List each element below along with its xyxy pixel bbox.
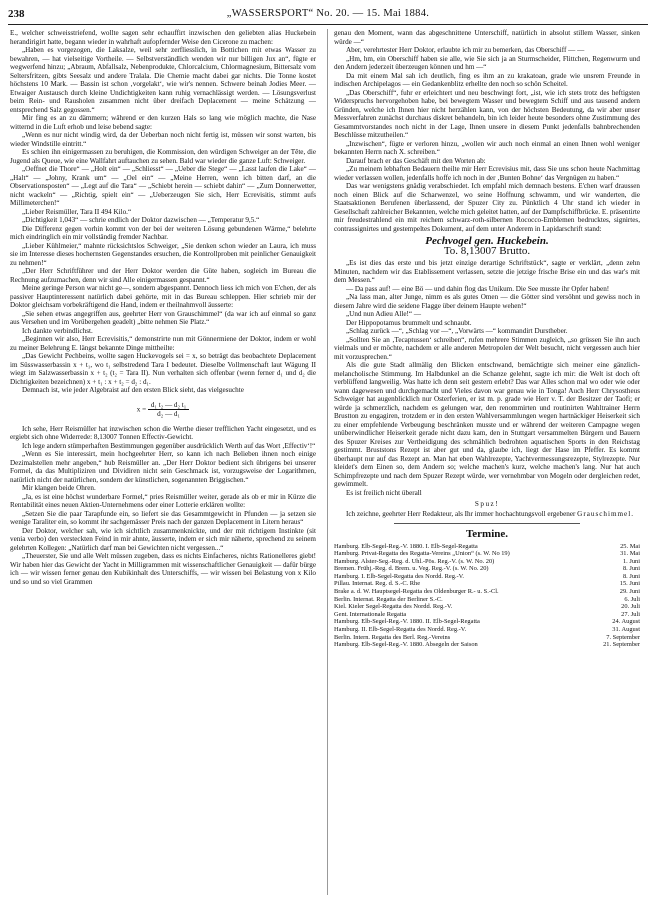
paragraph: „Es ist dies das erste und bis jetzt einzige derartige Schriftstück“, sagte er verklärt, „denn zehn Minuten, nachdem wir das Etablissement verlassen, setzte die jetzige frische Brise ein und das war's mit dem Messen.“ bbox=[334, 259, 640, 284]
termine-row bbox=[334, 618, 640, 626]
termine-event: Hamburg. II. Elb-Segel-Regatta des Nordd. Reg.-V. bbox=[334, 626, 467, 634]
right-column bbox=[334, 29, 640, 895]
column-divider bbox=[327, 29, 328, 895]
termine-event: Hamburg. Elb-Segel-Reg.-V. 1880. I. Elb-Segel-Regatta bbox=[334, 542, 478, 550]
termine-date: 20. Juli bbox=[621, 603, 640, 611]
paragraph: „Lieber Kühlmeier,“ mahnte rücksichtslos Schweiger, „Sie denken schon wieder an Laura, ich muss sie im Interesse dieses hochernsten Gegenstandes ersuchen, die Kontrollproben mit peinlicher Genauigkeit zu nehmen!“ bbox=[10, 241, 316, 267]
paragraph: „Beginnen wir also, Herr Ecrevisitis,“ demonstrirte nun mit Gönnermiene der Doktor, indem er wohl zu meiner Belehrung E. längst bekannte Dinge mittheilte: bbox=[10, 335, 316, 352]
certificate-tonnage: To. 8,13007 Brutto. bbox=[443, 244, 531, 257]
termine-row bbox=[334, 558, 640, 566]
termine-date: 29. Juni bbox=[619, 588, 640, 596]
termine-row bbox=[334, 611, 640, 619]
paragraph: „Dichtigkeit 1,043“ — schrie endlich der Doktor dazwischen — „Temperatur 9,5.“ bbox=[22, 216, 260, 224]
paragraph: Das war wenigstens gnädig verabschiedet. Ich empfahl mich demnach bestens. E'chen warf draussen noch einen Blick auf die Scharwenzel, wo seine Hoffnung schwamm, und wir wanderten, die Staatsaktionen Berufenen überlassend, der Spuzer City zu. Pünktlich 4 Uhr stand ich wieder in Gesellschaft zahlreicher Bekannten, welche mich geleitet hatten, auf der Dampfschiffbrücke. E. präsentirte mir freudestrahlend ein mit reichem schwarz-roth-silbernen Rococco-Emblemen bedrucktes, signirtes, contrassignirtes und gestempeltes Dokument, auf dem unter Anderem in Lapidarschrift stand: bbox=[334, 182, 640, 233]
paragraph: Der Hippopotamus brummelt und schnaubt. bbox=[346, 318, 472, 327]
closing-text: Ich zeichne, geehrter Herr Redakteur, als Ihr immer hochachtungsvoll ergebener bbox=[346, 509, 576, 518]
paragraph: „Das Gewicht Pechbeins, wollte sagen Huckevogels sei = x, so beträgt das beobachtete Deplacement im Süsswasserbassin x + t₁, wo t₁ selbstredend Tara I bedeutet. Dieselbe Vollmenschaft laut Wägung II wiegt im Salzwasserbassin x + t₂ (t₂ = Tara II). Nun verhalten sich offenbar (wenn ferner d₁ und d₂ die Dichtigkeiten bezeichnen) x + t₁ : x + t₂ = d₂ : d₁. bbox=[10, 352, 316, 386]
left-column bbox=[10, 29, 316, 895]
termine-event: Berlin. Internat. Regatta der Berliner S.-C. bbox=[334, 595, 443, 603]
termine-row bbox=[334, 603, 640, 611]
termine-event: Hamburg. Alster-Seg.-Reg. d. Uhl.-Pös. Reg.-V. (s. W. No. 20) bbox=[334, 557, 495, 565]
paragraph: E., welcher schweisstriefend, wollte sagen sehr echauffirt inzwischen den geliebten alias Huckebein herandirigirt hatte, begann wieder in wahrhaft aufopfernder Weise den Cicerone zu machen: bbox=[10, 29, 316, 46]
paragraph: — Da pass auf! — eine Bö — und dahin flog das Unikum. Die See musste ihr Opfer haben! bbox=[346, 284, 610, 293]
termine-date: 15. Juni bbox=[619, 580, 640, 588]
termine-row bbox=[334, 634, 640, 642]
paragraph: Darauf brach er das Geschäft mit den Worten ab: bbox=[346, 156, 486, 165]
paragraph: „Inzwischen“, fügte er verloren hinzu, „wollen wir auch noch einmal an einen Ihnen wohl weniger bekannten Herrn nach X. schreiben.“ bbox=[334, 139, 640, 156]
paragraph: „Hm, hm, ein Oberschiff haben sie alle, wie Sie sich ja an Sturmscheider, Flittchen, Regenwurm und den Andern jederzeit überzeugen können und hm —“ bbox=[334, 54, 640, 71]
termine-event: Hamburg. Elb-Segel-Reg.-V. 1880. II. Elb-Segel-Regatta bbox=[334, 618, 480, 626]
paragraph: „Na lass man, alter Junge, nimm es als gutes Omen — die Götter sind versöhnt und gewiss noch in diesem Jahre wird die seidene Flagge über deinem Haupte wehen!“ bbox=[334, 293, 640, 310]
formula bbox=[10, 401, 316, 419]
termine-event: Hamburg. Elb-Segel-Reg.-V. 1880. Absegeln der Saison bbox=[334, 641, 478, 649]
paragraph: Mir klangen beide Ohren. bbox=[22, 484, 96, 492]
termine-date: 27. Juli bbox=[621, 610, 640, 618]
paragraph: „Theuerster, Sie und alle Welt müssen zugeben, dass es nichts Einfacheres, nichts Rationelleres giebt! Wir haben hier das Gewicht der Yacht in Milligrammen mit wissenschaftlicher Genauigkeit — dafür bürge ich — wir wissen ferner genau den Kubikinhalt des Unterschiffs, — wir wissen bei Belastung von x Kilo und so und so viel Grammen bbox=[10, 552, 316, 586]
page-number: 238 bbox=[8, 8, 25, 20]
paragraph: Meine geringe Person war nicht ge—, sondern abgespannt. Dennoch liess ich mich von E'chen, der als passiver Hauptinteressent natürlich dabei gehörte, mit in das Bureau schleppen. Hier schrieb mir der Doktor gleichsam vorbekräftigend die Hand, indem er theilnahmvoll äusserte: bbox=[10, 284, 316, 309]
running-title: „WASSERSPORT“ No. 20. — 15. Mai 1884. bbox=[226, 8, 430, 19]
paragraph: „Wenn es Sie interessirt, mein hochgeehrter Herr, so kann ich nach Belieben ihnen noch einige Dezimalstellen mehr angeben,“ hub Reismüller an. „Der Herr Doktor bedient sich übrigens bei unserer Formel, da das Multipliziren und Dividiren nicht sein Geschmack ist, vorzugsweise der Logarithmen, natürlich nicht der natürlichen, sondern der künstlichen, sogenannten Briggischen.“ bbox=[10, 450, 316, 484]
termine-row bbox=[334, 573, 640, 581]
paragraph: „Sollten Sie an ‚Tecaptussen‘ schreiben“, rufen mehrere Stimmen zugleich, „so grüssen Sie ihn auch vielmals und er möchte, nachdem er alle anderen Metropolen der Welt besucht, nicht vergessen auch hier mit vorzusprechen.“ bbox=[334, 335, 640, 361]
section-divider bbox=[394, 523, 580, 524]
termine-event: Berlin. Intern. Regatta des Berl. Reg.-Vereins bbox=[334, 633, 451, 641]
termine-title: Termine. bbox=[465, 528, 509, 540]
paragraph: „Schlag zurück —“, „Schlag vor —“, „Vorwärts —“ kommandirt Durstheber. bbox=[346, 327, 568, 335]
paragraph: „Haben es vorgezogen, die Laksalze, weil sehr zerfliesslich, in Bottichen mit etwas Wasser zu bewahren, — hat vielseitige Vortheile. — Selbstverständlich wenden wir nur billigen Jux an“, fügte er wegwerfend hinzu; „Abraum, Abfallsalz, Nebenprodukte, Chlorcalcium, Chlormagnesium, Bittersalz vom Seltersfritzen, gibts Seesalz und andere Tralala. Die Chemie macht dabei gar nichts. Die Tonne kostet höchstens 10 Mark. — Bassin ist schon ‚vorgelakt‘, wie wir's nennen. Schwere beinah Jodies Meer. — Etwaiger Austausch durch kleine Undichtigkeiten kann ruhig vernachlässigt werden. — Lösungsverlust beim Rein- und Rausholen zusammen nicht über dreifach Deplacement — meine Schätzung — entsprechend Salz gegossen.“ bbox=[10, 46, 316, 114]
termine-date: 8. Juni bbox=[622, 572, 640, 580]
paragraph: Aber, verehrtester Herr Doktor, erlaubte ich mir zu bemerken, das Oberschiff — — bbox=[346, 46, 585, 54]
sign-off: Spuz! bbox=[474, 500, 500, 508]
paragraph: „Setzen Sie die paar Tarapfunde ein, so liefert sie das Gesammtgewicht in Pfunden — ja setzen sie wenige Taraliter ein, so kommt ihr sachgemässer Preis nach der ganzen Deplacement in Litern heraus“ bbox=[10, 509, 316, 526]
formula-numerator: d₁ t₂ — d₂ t₁ bbox=[148, 401, 189, 411]
termine-event: Brake a. d. W. Hauptsegel-Regatta des Oldenburger R.- u. S.-Cl. bbox=[334, 588, 499, 596]
paragraph: Ich lege andern stümperhaften Bestimmungen gegenüber ausdrücklich Werth auf das Wort ‚Effectiv‘!“ bbox=[22, 441, 316, 450]
termine-row bbox=[334, 580, 640, 588]
paragraph: „Lieber Reismüller, Tara II 494 Kilo.“ bbox=[22, 207, 132, 216]
termine-row bbox=[334, 550, 640, 558]
paragraph: Ich dankte verbindlichst. bbox=[22, 326, 93, 335]
termine-row bbox=[334, 565, 640, 573]
page-header bbox=[8, 6, 648, 25]
termine-date: 31. August bbox=[612, 626, 640, 634]
paragraph: „Und nun Adieu Alle!“ — bbox=[346, 310, 421, 318]
certificate-name: Pechvogel gen. Huckebein. bbox=[425, 235, 549, 247]
paragraph: „Sie sehen etwas angegriffen aus, geehrter Herr von Grauschimmel“ (da war ich auf einmal so ganz aus Versehen und im Vorübergehen geadelt) „bitte nehmen Sie Platz.“ bbox=[10, 309, 316, 326]
termine-row bbox=[334, 543, 640, 551]
paragraph: Demnach ist, wie jeder Algebraist auf den ersten Blick sieht, das vielgesuchte bbox=[22, 386, 244, 394]
termine-event: Hamburg. I. Elb-Segel-Regatta des Nordd. Reg.-V. bbox=[334, 572, 465, 580]
paragraph: „Der Herr Schriftführer und der Herr Doktor werden die Güte haben, sogleich im Bureau die Rechnung aufzumachen, denn wir sind Alle einigermassen gespannt.“ bbox=[10, 267, 316, 284]
termine-row bbox=[334, 588, 640, 596]
termine-event: Pillau. Internat. Reg. d. S.-C. Rhe bbox=[334, 580, 421, 588]
termine-date: 6. Juli bbox=[624, 595, 640, 603]
termine-event: Hamburg. Privat-Regatta des Regatta-Vereins „Union“ (s. W. No 19) bbox=[334, 550, 510, 558]
termine-event: Kiel. Kieler Segel-Regatta des Nordd. Reg.-V. bbox=[334, 603, 453, 611]
termine-date: 7. September bbox=[606, 633, 640, 641]
termine-table bbox=[334, 543, 640, 649]
termine-event: Gent. Internationale Regatta bbox=[334, 610, 407, 618]
paragraph: Der Doktor, welcher sah, wie ich sichtlich zusammenknickte, und der mit richtigem Instinkte (sit venia verbo) den versteckten Feind in mir ahnte, äusserte, indem er sich mir näherte, sprechend zu seinem gelehrten Kollegen: „Natürlich darf man bei Gewichten nicht vergessen...“ bbox=[10, 526, 316, 552]
formula-denominator: d₂ — d₁ bbox=[157, 410, 180, 418]
termine-row bbox=[334, 641, 640, 649]
closing-line bbox=[334, 510, 640, 519]
paragraph: Da mit einem Mal sah ich deutlich, fing es ihm an zu krakatoan, grade wie unsrem Freunde in indischen Archipelagos — ein Gedankenblitz erhellte den noch so schön Scheitel. bbox=[334, 71, 640, 88]
termine-event: Bremen. Frühj.-Reg. d. Brem. u. Veg. Reg.-V. (s. W. No. 20) bbox=[334, 565, 489, 573]
paragraph: „Ja, es ist eine höchst wunderbare Formel,“ pries Reismüller weiter, gerade als ob er mir in Kürze die Rentabilität eines neuen Aktien-Unternehmens oder einer Lotterie erklären wollte: bbox=[10, 492, 316, 509]
paragraph: Es schien ihn einigermassen zu beruhigen, die Kommission, den würdigen Schweiger an der Tête, die Jugend als Queue, wie eine Wallfahrt auftauchen zu sehen. Bald war wieder die ganze Luft: Schweiger. bbox=[10, 148, 316, 165]
termine-date: 31. Mai bbox=[620, 550, 640, 558]
paragraph: Es ist freilich nicht überall bbox=[346, 488, 422, 497]
paragraph: „Wenn es nur nicht windig wird, da der Ueberban noch nicht fertig ist, müssen wir sonst warten, bis wieder Windstille eintritt.“ bbox=[10, 131, 316, 148]
termine-row bbox=[334, 596, 640, 604]
termine-date: 25. Mai bbox=[620, 542, 640, 550]
termine-date: 8. Juni bbox=[622, 565, 640, 573]
paragraph: genau den Moment, wann das abgeschnittene Unterschiff, natürlich in absolut stillem Wasser, sinken würde —“ bbox=[334, 29, 640, 46]
formula-lhs: x = bbox=[136, 405, 147, 414]
signature: Grauschimmel. bbox=[577, 509, 634, 518]
termine-date: 21. September bbox=[603, 641, 640, 649]
termine-date: 24. August bbox=[612, 618, 640, 626]
paragraph: „Oeffnet die Thore“ — „Holt ein“ — „Schliesst“ — „Ueber die Stege“ — „Lasst laufen die Lake“ — „Halt“ — „Johny, Krank um“ — „Oel ein“ — „Meine Herren, wenn ich bitten darf, an die Observationsposten“ — „Legt auf die Tara“ — „Schiebt herein — schiebt dahin“ — „Zum Donnerwetter, nicht wackeln“ — „Richtig, spielt ein“ — „Ueberzeugen Sie sich, Herr Ecrevisitis, stimmt aufs Millimeterchen!“ bbox=[10, 165, 316, 207]
formula-fraction bbox=[148, 401, 189, 419]
paragraph: „Das Oberschiff“, fuhr er erleichtert und neu beschwingt fort, „ist, wie ich stets trotz des heftigsten Widerspruchs hervorgehoben habe, bei bewegtem Wasser und bewegtem Schiff und aus tausend andern Gründen, welche ich Ihnen hier nicht herzählen kann, von der höchsten Bedeutung, da wir aber unser Messverfahren zunächst durchaus diskret behandeln, bin ich leider heute besonders ohne Zustimmung des Gesammtvorstandes noch nicht in der Lage, Ihnen unsere in diesem Punkt jedenfalls bahnbrechenden Beschlüsse mitzutheilen.“ bbox=[334, 88, 640, 139]
termine-row bbox=[334, 626, 640, 634]
paragraph: Ich sehe, Herr Reismüller hat inzwischen schon die Werthe dieser trefflichen Yacht eingesetzt, und es ergiebt sich ohne Widerrede: 8,13007 Tonnen Effectiv-Gewicht. bbox=[10, 424, 316, 441]
termine-body bbox=[334, 543, 640, 649]
paragraph: Mir fing es an zu dämmern; während er den kurzen Hals so lang wie möglich machte, die Nase witternd in die Luft erhob und leise bebend sagte: bbox=[10, 114, 316, 131]
termine-date: 1. Juni bbox=[622, 557, 640, 565]
paragraph: Als die gute Stadt allmälig den Blicken entschwand, bemächtigte sich meiner eine gänzlich-melancholische Stimmung. Im Halbdunkel an die Schanze gelehnt, sagte ich mir: die Welt ist doch oft verblüffend langweilig. Was hatte ich denn seit gestern erlebt? Das war Alles schon mal wo oder wie oder wann dagewesen und durchgemacht und Vieles davon war genau wie in Tonga! Auch Herr Chrysostheus Schweiger hat augenblicklich nur Osterferien, er ist m. p. grade wie Herr v. T. der Besitzer der Taofi; er würde ja schmerzlich, nachdem es gelungen war, den renommirten und routinirten Wahltrainer Herrn Brustton zu engagiren, trotzdem er in den ersten Wahlversammlungen wegen hartnäckiger Heiserkeit sich zu einer empfehlende Verbeugung beschränken musste und er während der weiteren Campagne wegen unüberwindlicher Heiserkeit gerade nicht dazu kam, den in Stuttgart versammelten Bürgern und Bauern des Spuzer Kreises zur Vertheidigung des schmählich bedrohten aquatischen Sports in den Reichstag gestimmt. Bruststons Rezept ist aber gut und da, glaube ich, liegt der Hase im Pfeffer. Es kommt überhaupt nur auf das Rezept an. Man hat eben Wahlrezepte, Yachtvermessungsrezepte, Stylrezepte. Nur kleidet's dem Einen so, dem Andern so; welche machen's kurz, welche machen's lang. Nur hat auch Schimpfrezepte und nach dem Spuzer Rezept würde, wer vernehmbar von Mogeln oder dergleichen redet, gewimmelt. bbox=[334, 361, 640, 488]
paragraph: Die Differenz gegen vorhin kommt von der bei der weiteren Lösung gebundenen Wärme,“ belehrte mich eindringlich ein mir vollständig fremder Nachbar. bbox=[10, 224, 316, 241]
paragraph: „Zu meinem lebhaften Bedauern theilte mir Herr Ecrevisius mit, dass Sie uns schon heute Nachmittag wieder verlassen wollen, jedenfalls hoffe ich noch in der ‚Bunten Bohne‘ das Vergnügen zu haben.“ bbox=[334, 165, 640, 182]
